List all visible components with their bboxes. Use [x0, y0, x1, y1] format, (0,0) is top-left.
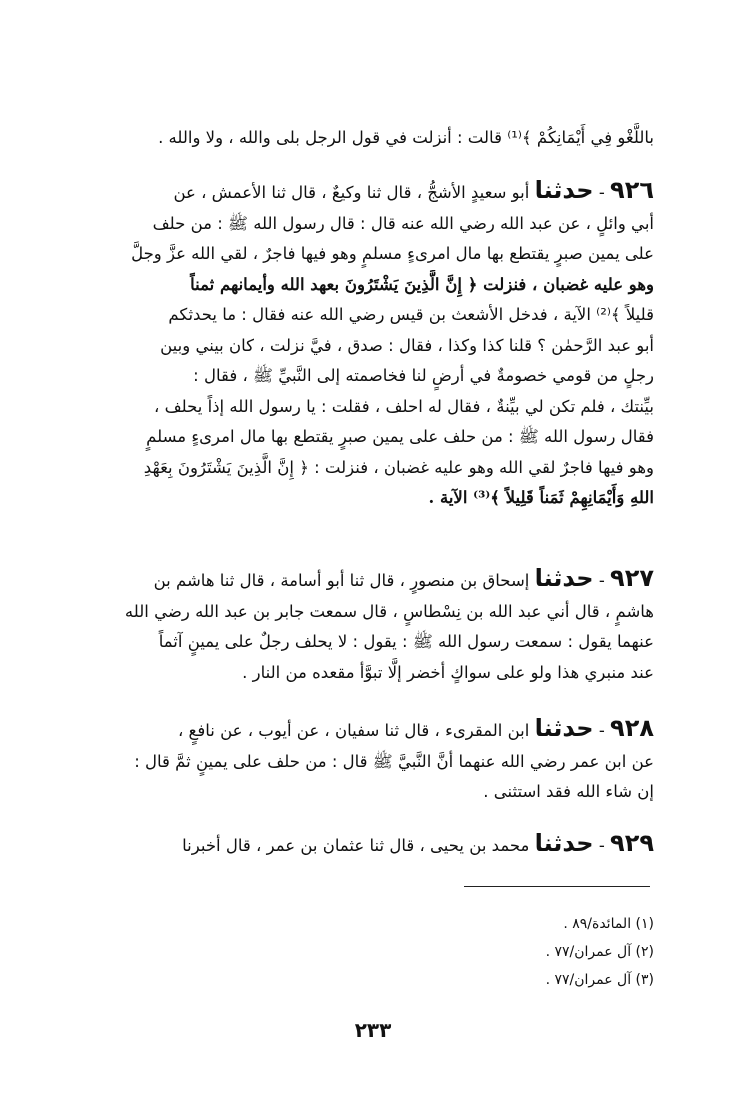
hadith-line: وهو عليه غضبان ، فنزلت ﴿ إِنَّ الَّذِينَ يَشْتَرُونَ بعهد الله وأيمانهم ثمناً	[190, 274, 654, 294]
hadith-929	[84, 828, 654, 862]
hadith-text: إسحاق بن منصورٍ ، قال ثنا أبو أسامة ، قال ثنا هاشم بن	[153, 571, 530, 590]
hadith-line: أبي وائلٍ ، عن عبد الله رضي الله عنه قال : قال رسول الله ﷺ : من حلف	[152, 213, 654, 233]
hadith-line: عنهما يقول : سمعت رسول الله ﷺ : يقول : لا يحلف رجلٌ على يمينٍ آثماً	[158, 632, 654, 651]
hadith-line: إن شاء الله فقد استثنى .	[483, 782, 654, 801]
footnote-item: (٣) آل عمران/٧٧ .	[545, 972, 654, 988]
hadith-line: أبو عبد الرَّحمٰن ؟ قلنا كذا وكذا ، فقال : صدق ، فيَّ نزلت ، كان بيني وبين	[160, 335, 654, 355]
hadith-line: هاشمٍ ، قال أني عبد الله بن نِسْطاسٍ ، قال سمعت جابر بن عبد الله رضي الله	[124, 601, 654, 621]
hadith-line: اللهِ وَأَيْمَانِهِمْ ثَمَناً قَلِيلاً ﴾⁽³⁾ الآية .	[428, 488, 654, 507]
hadith-927	[84, 563, 654, 688]
hadith-first-line: ٩٢٩ - حدثنا محمد بن يحيى ، قال ثنا عثمان بن عمر ، قال أخبرنا	[182, 829, 654, 857]
hadith-number: ٩٢٧	[610, 564, 654, 592]
hadith-number: ٩٢٩	[610, 829, 654, 857]
footnote-item: (١) المائدة/٨٩ .	[563, 916, 654, 932]
hadith-line: على يمين صبرٍ يقتطع بها مال امرىءٍ مسلمٍ وهو فيها فاجرٌ ، لقي الله عزَّ وجلَّ	[131, 244, 654, 263]
intro-paragraph	[84, 123, 654, 154]
hadith-line: بيِّنتك ، فلم تكن لي بيِّنةٌ ، فقال له احلف ، فقلت : يا رسول الله إذاً يحلف ،	[154, 396, 654, 416]
footnotes	[254, 910, 654, 994]
footnote-item: (٢) آل عمران/٧٧ .	[545, 944, 654, 960]
hadith-926	[84, 175, 654, 514]
hadith-first-line: ٩٢٦ - حدثنا أبو سعيدٍ الأشجُّ ، قال ثنا وكيعٌ ، قال ثنا الأعمش ، عن	[173, 176, 654, 204]
hadith-number: ٩٢٨	[610, 714, 654, 742]
hadith-heading: حدثنا	[534, 564, 594, 592]
hadith-heading: حدثنا	[534, 829, 594, 857]
page-number: ٢٣٣	[354, 1018, 392, 1042]
hadith-line: قليلاً ﴾⁽²⁾ الآية ، فدخل الأشعث بن قيس رضي الله عنه فقال : ما يحدثكم	[168, 305, 654, 324]
intro-line: باللَّغْو فِي أَيْمَانِكُمْ ﴾⁽¹⁾ قالت : أنزلت في قول الرجل بلى والله ، ولا والله .	[158, 128, 654, 147]
hadith-line: فقال رسول الله ﷺ : من حلف على يمين صبرٍ يقتطع بها مال امرىءٍ مسلمٍ	[146, 427, 654, 446]
hadith-928	[84, 713, 654, 808]
hadith-heading: حدثنا	[534, 714, 594, 742]
hadith-line: عند منبري هذا ولو على سواكٍ أخضر إلَّا تبوَّأ مقعده من النار .	[242, 662, 654, 682]
hadith-first-line: ٩٢٧ - حدثنا إسحاق بن منصورٍ ، قال ثنا أبو أسامة ، قال ثنا هاشم بن	[153, 564, 654, 592]
hadith-line: وهو فيها فاجرٌ لقي الله وهو عليه غضبان ، فنزلت : ﴿ إِنَّ الَّذِينَ يَشْتَرُونَ بِعَهْدِ	[143, 457, 654, 477]
hadith-first-line: ٩٢٨ - حدثنا ابن المقرىء ، قال ثنا سفيان ، عن أيوب ، عن نافعٍ ،	[177, 714, 654, 742]
footnote-divider	[464, 886, 650, 887]
hadith-text: محمد بن يحيى ، قال ثنا عثمان بن عمر ، قال أخبرنا	[182, 836, 530, 855]
hadith-number: ٩٢٦	[610, 176, 654, 204]
hadith-line: رجلٍ من قومي خصومةٌ في أرضٍ لنا فخاصمته إلى النَّبيِّ ﷺ ، فقال :	[193, 366, 654, 385]
hadith-text: ابن المقرىء ، قال ثنا سفيان ، عن أيوب ، عن نافعٍ ،	[177, 721, 530, 740]
hadith-text: أبو سعيدٍ الأشجُّ ، قال ثنا وكيعٌ ، قال ثنا الأعمش ، عن	[173, 183, 530, 202]
hadith-heading: حدثنا	[534, 176, 594, 204]
hadith-line: عن ابن عمر رضي الله عنهما أنَّ النَّبيَّ ﷺ قال : من حلف على يمينٍ ثمَّ قال :	[134, 751, 654, 771]
